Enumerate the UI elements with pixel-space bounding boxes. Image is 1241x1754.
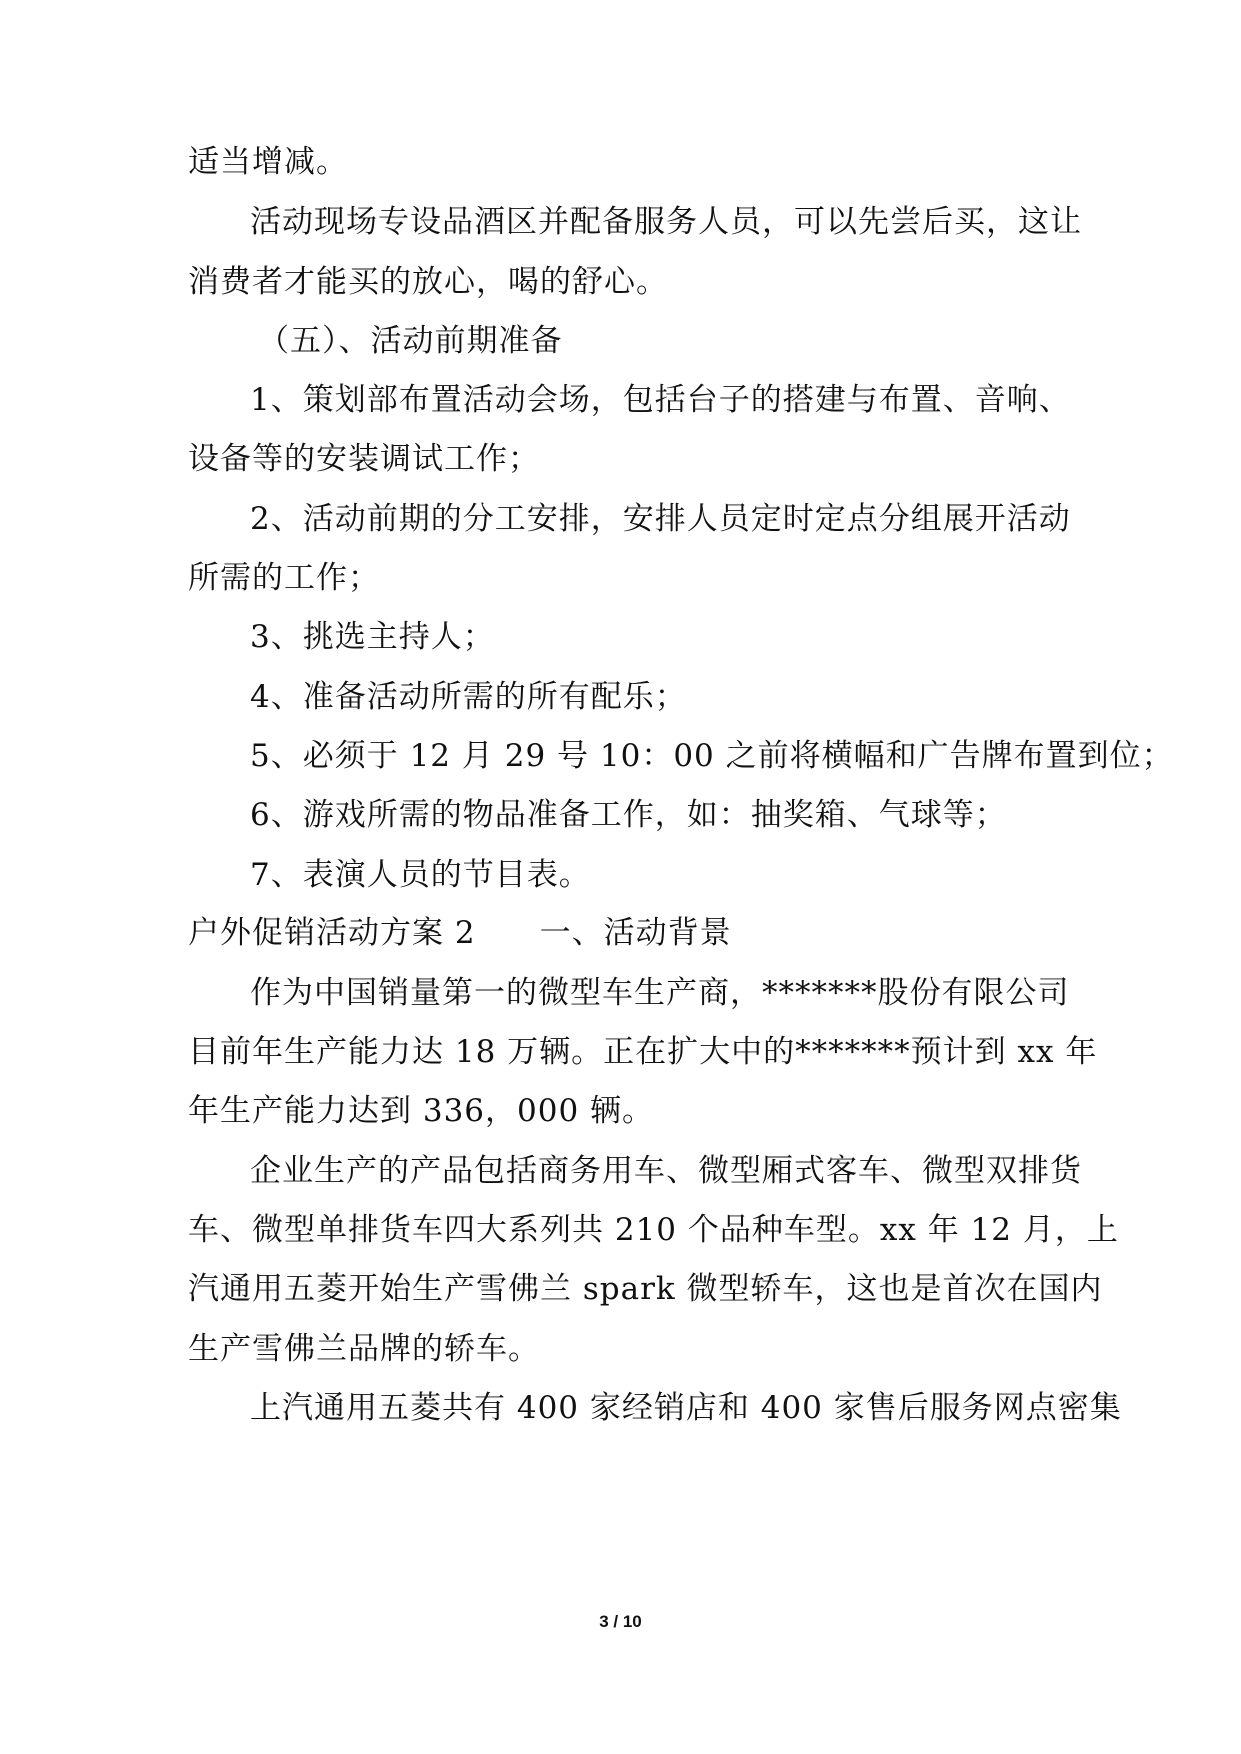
list-item: 2、活动前期的分工安排，安排人员定时定点分组展开活动	[250, 501, 1071, 537]
paragraph-line: 活动现场专设品酒区并配备服务人员，可以先尝后买，这让	[250, 204, 1082, 240]
list-item: 5、必须于 12 月 29 号 10：00 之前将横幅和广告牌布置到位；	[250, 738, 1174, 774]
paragraph-line: 车、微型单排货车四大系列共 210 个品种车型。xx 年 12 月，上	[188, 1212, 1119, 1248]
page-number: 3 / 10	[599, 1612, 642, 1631]
list-item-continuation: 所需的工作；	[188, 560, 380, 596]
section-heading: （五）、活动前期准备	[258, 323, 563, 359]
paragraph-line: 适当增减。	[188, 144, 348, 180]
paragraph-line: 汽通用五菱开始生产雪佛兰 spark 微型轿车，这也是首次在国内	[188, 1271, 1103, 1307]
list-item: 3、挑选主持人；	[250, 619, 495, 655]
paragraph-line: 生产雪佛兰品牌的轿车。	[188, 1331, 540, 1367]
paragraph-line: 消费者才能买的放心，喝的舒心。	[188, 264, 668, 300]
paragraph-line: 上汽通用五菱共有 400 家经销店和 400 家售后服务网点密集	[250, 1390, 1122, 1426]
list-item-continuation: 设备等的安装调试工作；	[188, 441, 540, 477]
list-item: 4、准备活动所需的所有配乐；	[250, 679, 687, 715]
list-item: 6、游戏所需的物品准备工作，如：抽奖箱、气球等；	[250, 797, 1007, 833]
paragraph-line: 年生产能力达到 336，000 辆。	[188, 1093, 655, 1129]
paragraph-line: 企业生产的产品包括商务用车、微型厢式客车、微型双排货	[250, 1153, 1082, 1189]
list-item: 7、表演人员的节目表。	[250, 857, 591, 893]
section-title-line: 户外促销活动方案 2 一、活动背景	[188, 915, 732, 951]
list-item: 1、策划部布置活动会场，包括台子的搭建与布置、音响、	[250, 382, 1071, 418]
paragraph-line: 作为中国销量第一的微型车生产商，*******股份有限公司	[250, 975, 1070, 1011]
paragraph-line: 目前年生产能力达 18 万辆。正在扩大中的*******预计到 xx 年	[188, 1034, 1098, 1070]
